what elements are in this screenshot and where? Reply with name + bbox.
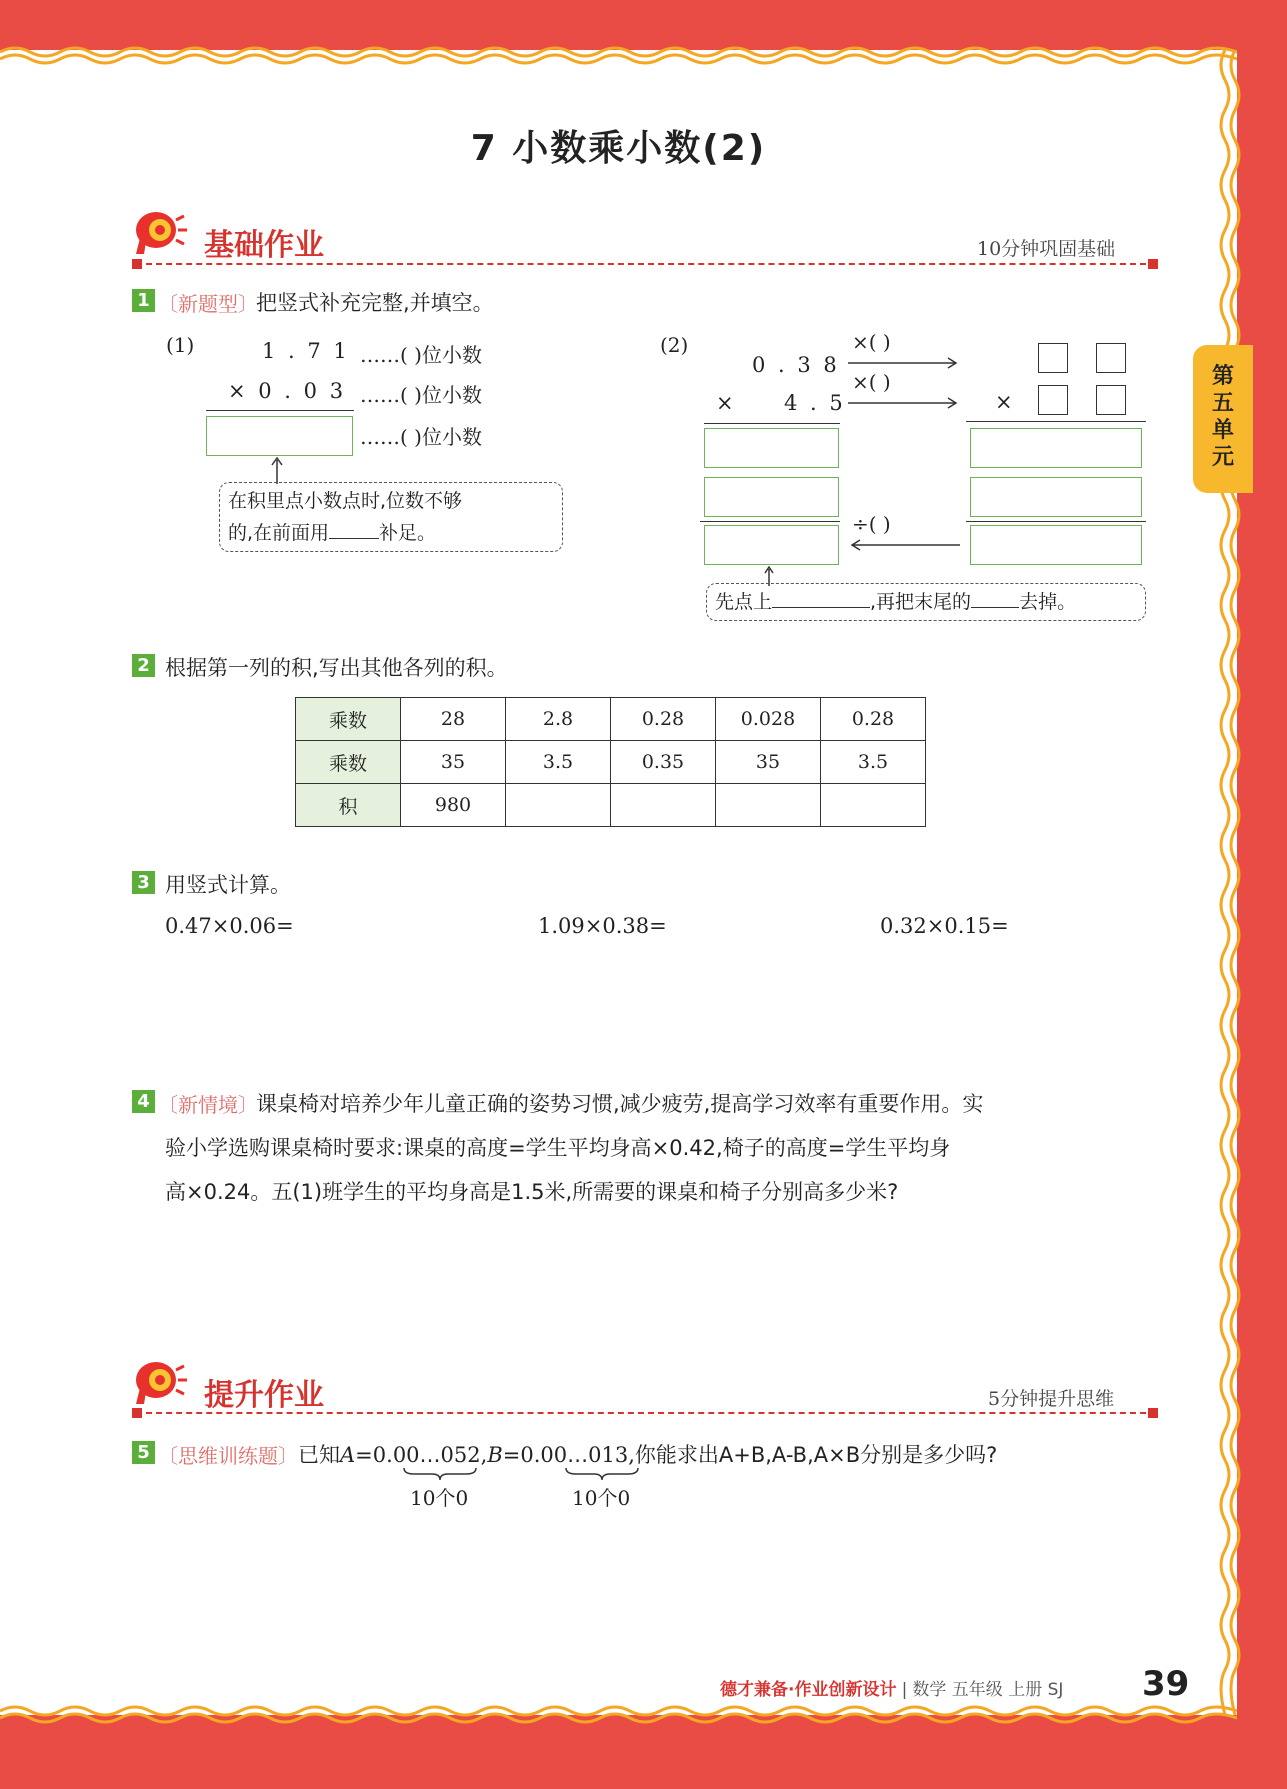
digit-box[interactable] [1096,385,1126,415]
vertical-line [704,423,840,424]
hint-line: 先点上 [715,591,773,613]
answer-cell[interactable] [821,784,926,827]
section-title-basic: 基础作业 [204,228,324,263]
row-label: 乘数 [296,741,401,784]
side-tab-char: 第 [1211,364,1234,389]
table-cell: 3.5 [821,741,926,784]
page-number: 39 [1142,1664,1190,1704]
table-cell: 28 [401,698,506,741]
page-title: 7 小数乘小数(2) [470,128,767,169]
fill-blank[interactable] [772,607,870,608]
hint-line: ,再把末尾的 [870,591,972,613]
side-tab-char: 元 [1211,445,1234,470]
right-arrow-icon [848,396,960,410]
decimal-places-blank[interactable]: ……( )位小数 [360,383,482,407]
vertical-line [206,410,354,411]
megaphone-icon [132,1358,188,1408]
side-tab-char: 五 [1211,391,1234,416]
brace-icon [564,1466,640,1482]
digit-box[interactable] [1038,343,1068,373]
top-wave-border [0,42,1237,68]
fill-blank[interactable] [329,538,379,539]
a-dots: … [419,1443,441,1467]
answer-cell[interactable] [611,784,716,827]
a-tail: 052, [440,1443,488,1467]
bottom-wave-border [0,1703,1237,1729]
question-text: 用竖式计算。 [165,873,291,897]
section-time-basic: 10分钟巩固基础 [977,238,1116,260]
answer-cell[interactable] [506,784,611,827]
megaphone-icon [132,208,188,258]
brace-icon [402,1466,478,1482]
b-dots: … [567,1443,589,1467]
side-tab-char: 单 [1211,418,1234,443]
hint-line: 在积里点小数点时,位数不够 [228,490,463,512]
b-zeros: 0.00 [520,1443,568,1467]
section-time-advanced: 5分钟提升思维 [988,1388,1115,1410]
table-cell: 35 [401,741,506,784]
hint-line: 的,在前面用 [228,522,330,544]
row-label: 乘数 [296,698,401,741]
q5-text: 已知 [298,1443,340,1467]
digit-box[interactable] [1038,385,1068,415]
times-sign: × [995,390,1013,414]
table-cell: 0.28 [821,698,926,741]
var-a: A [340,1443,356,1467]
multiplicand: 1 . 7 1 [262,339,350,363]
right-arrow-icon [848,356,960,370]
right-wave-border [1215,50,1249,1715]
table-row [296,784,926,827]
table-cell: 2.8 [506,698,611,741]
section-divider [146,263,1146,265]
question-text: 验小学选购课桌椅时要求:课桌的高度=学生平均身高×0.42,椅子的高度=学生平均身 [165,1136,951,1160]
answer-box[interactable] [704,428,839,468]
row-label: 积 [296,784,401,827]
answer-box[interactable] [970,477,1142,517]
section-line-end [132,259,142,269]
footer-series: 德才兼备·作业创新设计 [720,1680,897,1700]
product-table [295,697,926,827]
arrow-label[interactable]: ×( ) [852,330,891,354]
section-title-advanced: 提升作业 [204,1378,324,1413]
hint-note [706,583,1146,621]
b-tail: 013, [588,1443,635,1467]
table-cell: 35 [716,741,821,784]
multiplier: × 0 . 0 3 [228,379,347,403]
equals: = [502,1443,521,1467]
section-line-end [1148,259,1158,269]
section-divider [146,1412,1146,1414]
question-text: 课桌椅对培养少年儿童正确的姿势习惯,减少疲劳,提高学习效率有重要作用。实 [256,1092,984,1116]
multiplicand: 0 . 3 8 [752,353,840,377]
table-cell: 0.28 [611,698,716,741]
hint-line: 去掉。 [1019,591,1077,613]
a-zeros: 0.00 [372,1443,420,1467]
vertical-line [966,421,1146,422]
left-arrow-icon [848,538,960,552]
digit-box[interactable] [1096,343,1126,373]
hint-line: 补足。 [379,522,437,544]
equals: = [355,1443,373,1467]
up-arrow-icon [270,456,284,484]
calc-item: 1.09×0.38= [538,914,667,938]
answer-box[interactable] [704,525,839,565]
hint-note [219,482,563,552]
question-text: 高×0.24。五(1)班学生的平均身高是1.5米,所需要的课桌和椅子分别高多少米? [165,1180,899,1204]
multiplier: 4 . 5 [784,391,846,415]
decimal-places-blank[interactable]: ……( )位小数 [360,425,482,449]
answer-cell[interactable] [716,784,821,827]
calc-item: 0.47×0.06= [165,914,294,938]
var-b: B [487,1443,503,1467]
question-number: 5 [132,1441,155,1464]
footer [720,1675,1063,1700]
unit-side-tab [1193,345,1253,493]
vertical-line [700,521,840,522]
brace-label: 10个0 [410,1486,469,1510]
part-label: (1) [166,333,195,357]
footer-book: 数学 五年级 上册 SJ [912,1680,1064,1700]
table-cell: 0.35 [611,741,716,784]
calc-item: 0.32×0.15= [880,914,1009,938]
question-text: 根据第一列的积,写出其他各列的积。 [165,656,508,680]
question-tag: 〔新情境〕 [158,1093,258,1117]
question-text [298,1439,997,1469]
answer-box[interactable] [970,525,1142,565]
section-line-end [132,1408,142,1418]
product-box[interactable] [206,416,353,456]
question-number: 2 [132,654,155,677]
fill-blank[interactable] [971,607,1019,608]
table-cell: 0.028 [716,698,821,741]
arrow-label[interactable]: ÷( ) [852,512,891,536]
vertical-line [966,521,1146,522]
question-text: 把竖式补充完整,并填空。 [256,291,494,315]
q5-text: 你能求出A+B,A-B,A×B分别是多少吗? [634,1443,998,1467]
footer-sep: | [901,1680,908,1700]
section-line-end [1148,1408,1158,1418]
question-number: 1 [132,289,155,312]
question-tag: 〔新题型〕 [158,292,258,316]
table-row [296,698,926,741]
arrow-label[interactable]: ×( ) [852,370,891,394]
table-cell: 980 [401,784,506,827]
times-sign: × [716,391,734,415]
answer-box[interactable] [970,428,1142,468]
question-number: 4 [132,1090,155,1113]
table-row [296,741,926,784]
question-tag: 〔思维训练题〕 [158,1444,298,1468]
answer-box[interactable] [704,477,839,517]
part-label: (2) [660,333,689,357]
brace-label: 10个0 [572,1486,631,1510]
decimal-places-blank[interactable]: ……( )位小数 [360,343,482,367]
question-number: 3 [132,871,155,894]
table-cell: 3.5 [506,741,611,784]
